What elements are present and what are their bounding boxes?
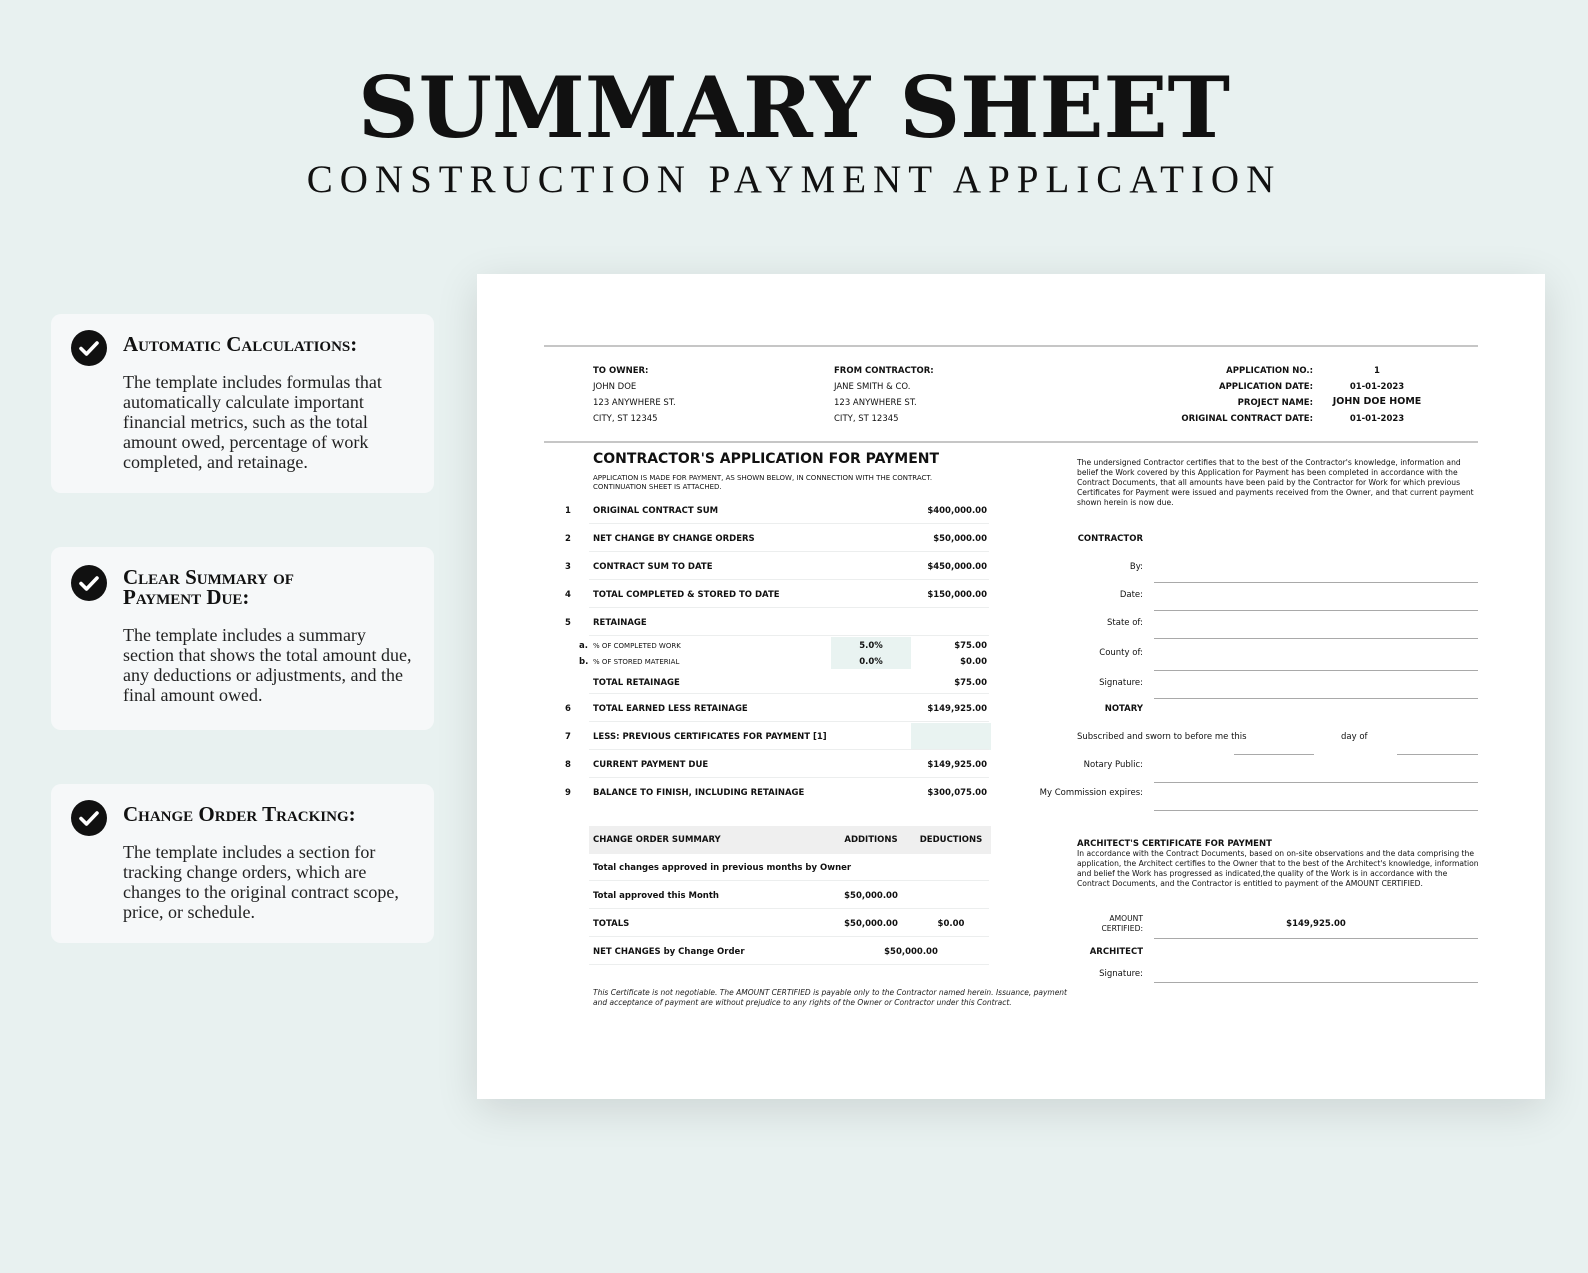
row-rule: [589, 908, 989, 909]
contract-sum-to-date-value: $450,000.00: [927, 562, 987, 572]
application-intro: [593, 474, 932, 492]
divider: [544, 345, 1478, 347]
feature-title: Change Order Tracking:: [123, 802, 356, 826]
additions-header: ADDITIONS: [844, 835, 898, 845]
balance-to-finish-label: BALANCE TO FINISH, INCLUDING RETAINAGE: [593, 788, 805, 798]
completed-work-label: % OF COMPLETED WORK: [593, 642, 681, 650]
line-number: 1: [565, 506, 571, 516]
row-rule: [589, 936, 989, 937]
stored-material-percent[interactable]: 0.0%: [859, 657, 883, 667]
line-number: 5: [565, 618, 571, 628]
sworn-month-line[interactable]: [1397, 754, 1478, 755]
line-number: 6: [565, 704, 571, 714]
row-rule: [589, 579, 989, 580]
completed-work-percent[interactable]: 5.0%: [859, 641, 883, 651]
original-contract-date: 01-01-2023: [1349, 414, 1405, 424]
contractor-name: JANE SMITH & CO.: [834, 382, 911, 392]
net-change-label: NET CHANGE BY CHANGE ORDERS: [593, 534, 755, 544]
intro-line-2: CONTINUATION SHEET IS ATTACHED.: [593, 483, 722, 491]
owner-label: TO OWNER:: [593, 366, 649, 376]
divider: [544, 441, 1478, 443]
payment-application-sheet: [477, 274, 1545, 1099]
line-number: 2: [565, 534, 571, 544]
by-label: By:: [1129, 562, 1143, 572]
stored-material-label: % OF STORED MATERIAL: [593, 658, 680, 666]
contractor-city: CITY, ST 12345: [834, 414, 899, 424]
check-circle-icon: [71, 800, 107, 836]
day-of-label: day of: [1341, 732, 1368, 742]
previous-certificates-label: LESS: PREVIOUS CERTIFICATES FOR PAYMENT [1]: [593, 732, 827, 742]
state-label: State of:: [1107, 618, 1143, 628]
total-completed-label: TOTAL COMPLETED & STORED TO DATE: [593, 590, 780, 600]
architect-signature-line[interactable]: [1154, 982, 1478, 983]
footnote-line-1: This Certificate is not negotiable. The AMOUNT CERTIFIED is payable only to the Contractor named herein. Issuance, payment: [593, 988, 1067, 997]
stored-material-value: $0.00: [960, 657, 987, 667]
contractor-section-label: CONTRACTOR: [1077, 534, 1143, 544]
notary-public-label: Notary Public:: [1083, 760, 1143, 770]
previous-certificates-input[interactable]: [911, 723, 991, 750]
row-rule: [589, 523, 989, 524]
state-line[interactable]: [1154, 638, 1478, 639]
county-line[interactable]: [1154, 670, 1478, 671]
architect-section-label: ARCHITECT: [1089, 947, 1143, 957]
check-circle-icon: [71, 565, 107, 601]
architect-certificate-title: ARCHITECT'S CERTIFICATE FOR PAYMENT: [1077, 839, 1272, 849]
feature-card-automatic-calculations: [51, 314, 434, 493]
line-number: 7: [565, 732, 571, 742]
feature-title-line-2: Payment Due:: [123, 585, 250, 609]
application-date-label: APPLICATION DATE:: [1218, 382, 1313, 392]
architect-certificate-text: In accordance with the Contract Documents, based on on-site observations and the data comprising the application, the Architect certifies to the Owner that to the best of the Architect's knowledge, information and belief the Work has progressed as indicated,the quality of the Work is in accordance with the Contract Documents, and the Contractor is entitled to payment of the AMOUNT CERTIFIED.: [1077, 849, 1479, 888]
feature-text: The template includes a section for tracking change orders, which are changes to the original contract scope, price, or schedule.: [123, 842, 399, 922]
project-name: JOHN DOE HOME: [1332, 396, 1422, 407]
change-order-summary-header: CHANGE ORDER SUMMARY: [593, 835, 721, 845]
totals-deductions: $0.00: [937, 919, 965, 929]
footnote-line-2: and acceptance of payment are without prejudice to any rights of the Owner or Contractor under this Contract.: [593, 998, 1012, 1007]
contractor-street: 123 ANYWHERE ST.: [834, 398, 917, 408]
project-name-label: PROJECT NAME:: [1237, 398, 1313, 408]
amount-label-line-2: CERTIFIED:: [1101, 924, 1143, 933]
row-rule: [589, 551, 989, 552]
row-rule: [589, 964, 989, 965]
row-rule: [589, 880, 989, 881]
page-title: SUMMARY SHEET: [357, 58, 1231, 157]
line-number: 4: [565, 590, 571, 600]
line-number: 8: [565, 760, 571, 770]
contractor-certification-text: The undersigned Contractor certifies that to the best of the Contractor's knowledge, information and belief the Work covered by this Application for Payment has been completed in accordance with the Contract Documents, that all amounts have been paid by the Contractor for Work for which previous Certificates for Payment were issued and payments received from the Owner, and that current payment shown herein is now due.: [1077, 458, 1474, 507]
feature-text: The template includes formulas that automatically calculate important financial metrics, such as the total amount owed, percentage of work completed, and retainage.: [123, 372, 382, 472]
line-number: 9: [565, 788, 571, 798]
application-heading: CONTRACTOR'S APPLICATION FOR PAYMENT: [593, 451, 940, 467]
previous-months-label: Total changes approved in previous months by Owner: [593, 863, 852, 873]
owner-city: CITY, ST 12345: [593, 414, 658, 424]
row-rule: [589, 721, 989, 722]
original-contract-sum-value: $400,000.00: [927, 506, 987, 516]
date-label: Date:: [1119, 590, 1143, 600]
commission-expires-label: My Commission expires:: [1039, 788, 1143, 798]
intro-line-1: APPLICATION IS MADE FOR PAYMENT, AS SHOWN BELOW, IN CONNECTION WITH THE CONTRACT.: [593, 474, 933, 482]
totals-additions: $50,000.00: [844, 919, 898, 929]
line-number: 3: [565, 562, 571, 572]
totals-label: TOTALS: [593, 919, 630, 929]
signature-label: Signature:: [1099, 678, 1143, 688]
feature-text: The template includes a summary section that shows the total amount due, any deductions or adjustments, and the final amount owed.: [123, 625, 412, 705]
check-circle-icon: [71, 330, 107, 366]
net-changes-label: NET CHANGES by Change Order: [593, 947, 745, 957]
feature-card-change-order-tracking: [51, 784, 434, 943]
row-rule: [589, 607, 989, 608]
amount-label-line-1: AMOUNT: [1109, 914, 1143, 923]
feature-title: Automatic Calculations:: [123, 332, 358, 356]
total-earned-value: $149,925.00: [927, 704, 987, 714]
page-subtitle: CONSTRUCTION PAYMENT APPLICATION: [306, 158, 1282, 201]
sworn-label: Subscribed and sworn to before me this: [1077, 732, 1247, 742]
net-change-value: $50,000.00: [933, 534, 987, 544]
contractor-label: FROM CONTRACTOR:: [834, 366, 934, 376]
by-signature-line[interactable]: [1154, 582, 1478, 583]
row-rule: [589, 693, 989, 694]
deductions-header: DEDUCTIONS: [919, 835, 983, 845]
feature-card-clear-summary: [51, 547, 434, 730]
contract-sum-to-date-label: CONTRACT SUM TO DATE: [593, 562, 713, 572]
original-contract-sum-label: ORIGINAL CONTRACT SUM: [593, 506, 719, 516]
row-rule: [589, 749, 989, 750]
application-no-label: APPLICATION NO.:: [1226, 366, 1313, 376]
sub-letter: b.: [579, 657, 589, 667]
approved-this-month-additions: $50,000.00: [844, 891, 898, 901]
row-rule: [589, 635, 989, 636]
certificate-footnote: [593, 988, 1067, 1008]
completed-work-value: $75.00: [954, 641, 987, 651]
amount-certified-value: $149,925.00: [1286, 919, 1346, 929]
current-payment-due-label: CURRENT PAYMENT DUE: [593, 760, 709, 770]
application-date: 01-01-2023: [1349, 382, 1405, 392]
total-completed-value: $150,000.00: [927, 590, 987, 600]
retainage-label: RETAINAGE: [593, 618, 647, 628]
approved-this-month-label: Total approved this Month: [593, 891, 719, 901]
date-line[interactable]: [1154, 610, 1478, 611]
notary-public-line[interactable]: [1154, 782, 1478, 783]
sworn-day-line[interactable]: [1234, 754, 1314, 755]
current-payment-due-value: $149,925.00: [927, 760, 987, 770]
owner-name: JOHN DOE: [593, 382, 637, 392]
balance-to-finish-value: $300,075.00: [927, 788, 987, 798]
amount-certified-label: [1037, 914, 1143, 934]
feature-title-line-1: Clear Summary of: [123, 565, 294, 589]
feature-title: [123, 567, 418, 607]
total-earned-label: TOTAL EARNED LESS RETAINAGE: [593, 704, 748, 714]
county-label: County of:: [1099, 648, 1143, 658]
architect-signature-label: Signature:: [1099, 969, 1143, 979]
owner-street: 123 ANYWHERE ST.: [593, 398, 676, 408]
commission-expires-line[interactable]: [1154, 810, 1478, 811]
original-contract-date-label: ORIGINAL CONTRACT DATE:: [1181, 414, 1313, 424]
notary-section-label: NOTARY: [1104, 704, 1143, 714]
contractor-signature-line[interactable]: [1154, 698, 1478, 699]
total-retainage-label: TOTAL RETAINAGE: [593, 678, 680, 688]
total-retainage-value: $75.00: [954, 678, 987, 688]
net-changes-value: $50,000.00: [884, 947, 938, 957]
row-rule: [589, 777, 989, 778]
sub-letter: a.: [579, 641, 588, 651]
application-no: 1: [1374, 366, 1380, 376]
amount-certified-line: [1154, 938, 1478, 939]
